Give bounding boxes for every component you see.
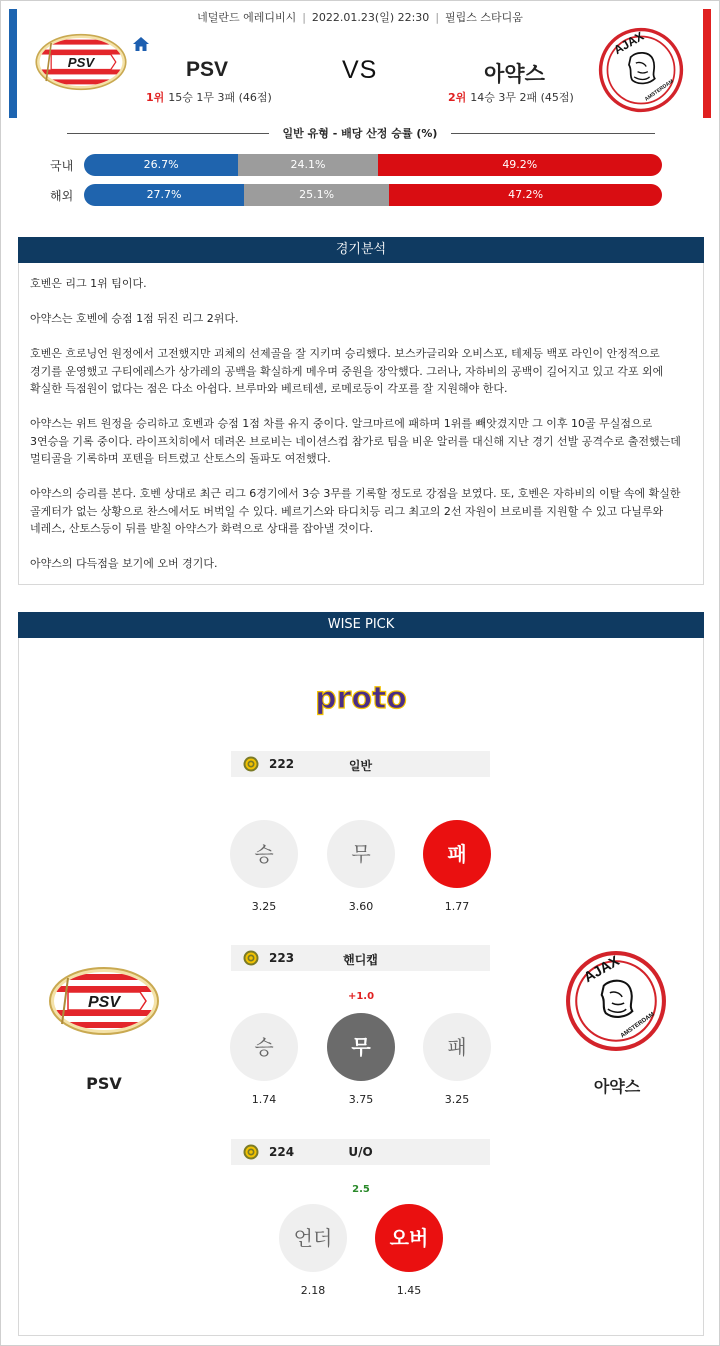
svg-text:AJAX: AJAX xyxy=(581,953,623,987)
svg-text:AMSTERDAM: AMSTERDAM xyxy=(619,1010,656,1040)
pick-over-selected[interactable]: 오버 xyxy=(375,1204,443,1272)
odd-value: 1.77 xyxy=(444,900,470,913)
odd-value: 1.45 xyxy=(396,1284,422,1297)
ratio-label: 국내 xyxy=(50,159,74,173)
lose-segment: 49.2% xyxy=(378,154,662,176)
analysis-body xyxy=(18,263,704,585)
vs-label: VS xyxy=(342,56,378,84)
away-team-name: 아약스 xyxy=(484,63,545,86)
psv-logo xyxy=(48,966,160,1036)
odd-value: 2.18 xyxy=(300,1284,326,1297)
pick-draw-selected[interactable]: 무 xyxy=(327,1013,395,1081)
draw-segment: 25.1% xyxy=(244,184,389,206)
game-type: 일반 xyxy=(348,759,373,773)
game-header-224 xyxy=(231,1139,490,1165)
home-record-text: 15승 1무 3패 (46점) xyxy=(168,91,272,104)
pick-win[interactable]: 승 xyxy=(230,1013,298,1081)
ratio-row-domestic xyxy=(50,154,662,176)
win-segment: 26.7% xyxy=(84,154,238,176)
odd-value: 3.25 xyxy=(444,1093,470,1106)
pick-under[interactable]: 언더 xyxy=(279,1204,347,1272)
uo-line: 2.5 xyxy=(352,1184,370,1195)
pick-lose[interactable]: 패 xyxy=(423,1013,491,1081)
svg-text:AJAX: AJAX xyxy=(611,28,647,58)
analysis-section-title: 경기분석 xyxy=(18,237,704,263)
game-type: U/O xyxy=(348,1145,373,1159)
ratio-bar xyxy=(84,154,662,176)
home-icon[interactable] xyxy=(132,36,150,52)
wise-pick-section-title: WISE PICK xyxy=(18,612,704,638)
ratio-title xyxy=(0,125,720,141)
odd-value: 3.60 xyxy=(348,900,374,913)
game-number: 224 xyxy=(269,1145,295,1159)
away-record-text: 14승 3무 2패 (45점) xyxy=(470,91,574,104)
game-header-222 xyxy=(231,751,490,777)
game-header-223 xyxy=(231,945,490,971)
ratio-label: 해외 xyxy=(50,189,74,203)
analysis-paragraph: 아약스의 다득점을 보기에 오버 경기다. xyxy=(30,557,218,570)
analysis-paragraph: 아약스는 위트 원정을 승리하고 호벤과 승점 1점 차를 유지 중이다. 알크마르에 패하며 1위를 빼앗겼지만 그 이후 10골 무실점으로 3연승을 기록 중이다. 라이프치히에서 데려온 브로비는 네이션스컵 참가로 팀을 비운 알러를 대신해 지난 경기 선발 공격수로 출전했는데 멀티골을 기록하며 포텐을 터트렸고 산토스의 돌파도 여전했다. xyxy=(30,417,681,465)
venue-name: 필립스 스타디움 xyxy=(445,11,523,24)
analysis-paragraph: 호벤은 흐로닝언 원정에서 고전했지만 괴체의 선제골을 잘 지키며 승리했다. 보스카글리와 오비스포, 테제등 백포 라인이 안정적으로 경기를 운영했고 구티에레스가 상가레의 공백을 확실하게 메우며 중원을 장악했다. 그러나, 자하비의 공백이 길어지고 있고 각포 외에 확실한 득점원이 없다는 점은 다소 아쉽다. 브루마와 베르테센, 로메로등이 각포를 잘 지원해야 한다. xyxy=(30,347,664,395)
ajax-logo xyxy=(565,950,667,1052)
home-accent-bar xyxy=(9,9,17,118)
pick-lose-selected[interactable]: 패 xyxy=(423,820,491,888)
handicap-line: +1.0 xyxy=(347,991,375,1002)
home-record xyxy=(146,89,272,105)
home-team-name: PSV xyxy=(186,58,229,81)
win-segment: 27.7% xyxy=(84,184,244,206)
analysis-paragraph: 호벤은 리그 1위 팀이다. xyxy=(30,277,147,290)
pick-win[interactable]: 승 xyxy=(230,820,298,888)
game-number: 223 xyxy=(269,951,295,965)
svg-text:AMSTERDAM: AMSTERDAM xyxy=(643,78,675,103)
league-name: 네덜란드 에레디비시 xyxy=(197,11,297,24)
ajax-logo xyxy=(598,27,684,113)
svg-text:proto: proto xyxy=(315,681,407,716)
away-record xyxy=(448,89,574,105)
ratio-row-overseas xyxy=(50,184,662,206)
home-team-name-large: PSV xyxy=(86,1074,122,1093)
odd-value: 3.25 xyxy=(251,900,277,913)
pick-draw[interactable]: 무 xyxy=(327,820,395,888)
analysis-paragraph: 아약스의 승리를 본다. 호벤 상대로 최근 리그 6경기에서 3승 3무를 기록할 정도로 강점을 보였다. 또, 호벤은 자하비의 이탈 속에 확실한 골게터가 없는 상황으로 찬스에서도 버벅일 수 있다. 베르기스와 타디치등 리그 최고의 2선 자원이 브로비를 지원할 수 있고 다닐루와 네레스, 산토스등이 뒤를 받칠 아약스가 화력으로 상대를 잡아낼 것이다. xyxy=(30,487,681,535)
odd-value: 3.75 xyxy=(348,1093,374,1106)
svg-text:PSV: PSV xyxy=(87,994,121,1011)
ratio-bar xyxy=(84,184,662,206)
analysis-paragraph: 아약스는 호벤에 승점 1점 뒤진 리그 2위다. xyxy=(30,312,239,325)
game-type: 핸디캡 xyxy=(343,953,378,967)
away-team-name-large: 아약스 xyxy=(593,1077,641,1096)
svg-text:PSV: PSV xyxy=(67,54,95,70)
game-number: 222 xyxy=(269,757,295,771)
odd-value: 1.74 xyxy=(251,1093,277,1106)
ratio-title-text: 일반 유형 - 배당 산정 승률 (%) xyxy=(269,127,452,140)
home-rank: 1위 xyxy=(146,91,165,104)
draw-segment: 24.1% xyxy=(238,154,377,176)
away-accent-bar xyxy=(703,9,711,118)
psv-logo xyxy=(33,33,129,91)
match-meta: 네덜란드 에레디비시 | 2022.01.23(일) 22:30 | 필립스 스타디움 xyxy=(197,11,523,24)
proto-logo xyxy=(304,681,418,717)
away-rank: 2위 xyxy=(448,91,467,104)
match-datetime: 2022.01.23(일) 22:30 xyxy=(311,11,430,24)
lose-segment: 47.2% xyxy=(389,184,662,206)
